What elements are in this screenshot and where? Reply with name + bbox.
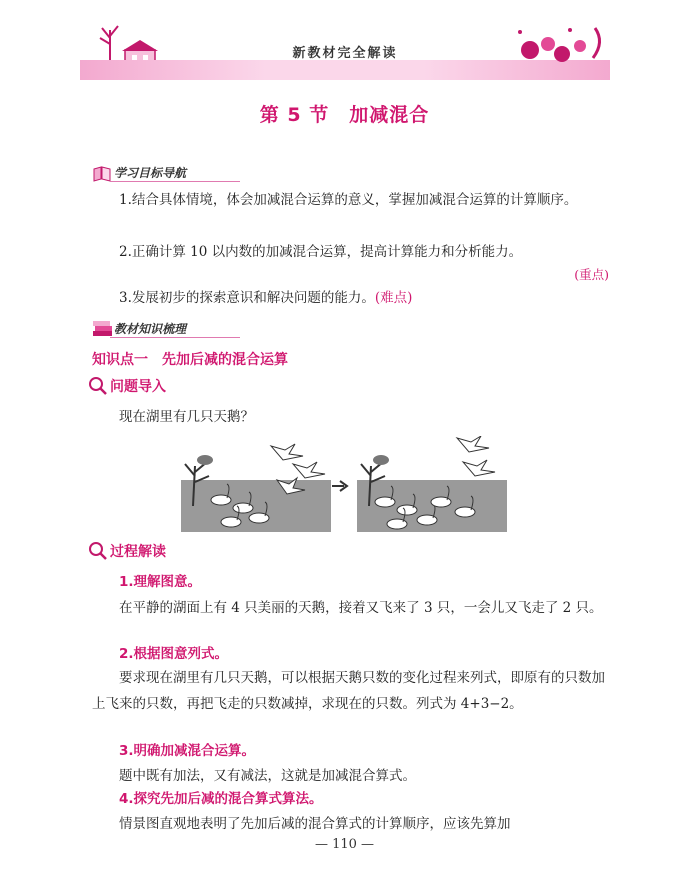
intro-title: 问题导入 [110, 379, 166, 395]
books-stack-icon [92, 320, 114, 338]
lake-before [181, 480, 331, 532]
flowers-decoration [500, 20, 610, 78]
goal-item-3-text: 3.发展初步的探索意识和解决问题的能力。 [119, 290, 375, 306]
knowledge-banner-underline [110, 337, 240, 338]
step-4-title: 4.探究先加后减的混合算式算法。 [119, 791, 323, 807]
page-number: — 110 — [314, 837, 375, 852]
goal-item-3 [92, 285, 607, 311]
goal-item-3-note: (难点) [374, 290, 413, 306]
step-4-text: 情景图直观地表明了先加后减的混合算式的计算顺序，应该先算加 [119, 816, 511, 832]
step-1-text: 在平静的湖面上有 4 只美丽的天鹅，接着又飞来了 3 只，一会儿又飞走了 2 只。 [119, 600, 603, 616]
flying-swans-after [457, 436, 495, 476]
knowledge-banner-label: 教材知识梳理 [114, 322, 187, 336]
goal-item-2-note: (重点) [574, 267, 609, 282]
step-2-title: 2.根据图意列式。 [119, 646, 229, 662]
knowledge-banner [92, 318, 252, 342]
header-title: 新教材完全解读 [292, 46, 398, 61]
knowledge-point-1-title: 知识点一 先加后减的混合运算 [92, 352, 288, 368]
step-1-title: 1.理解图意。 [119, 574, 202, 590]
goals-banner-underline [110, 181, 240, 182]
goals-banner-label: 学习目标导航 [114, 166, 187, 180]
step-3-text: 题中既有加法，又有减法，这就是加减混合算式。 [119, 768, 416, 784]
goals-banner [92, 162, 252, 186]
intro-question: 现在湖里有几只天鹅？ [119, 409, 254, 425]
step-2-text: 要求现在湖里有几只天鹅，可以根据天鹅只数的变化过程来列式，即原有的只数加上飞来的只数，再把飞走的只数减掉，求现在的只数。列式为 4+3−2。 [92, 670, 605, 712]
arrow-icon [332, 480, 352, 492]
magnifier-icon [88, 541, 108, 561]
page-header [80, 20, 610, 78]
step-3-title: 3.明确加减混合运算。 [119, 743, 256, 759]
section-title: 第 5 节 加减混合 [259, 104, 430, 126]
process-title: 过程解读 [110, 544, 166, 560]
magnifier-icon [88, 376, 108, 396]
swan-scene-after [357, 436, 507, 532]
swan-scene-before [181, 436, 331, 532]
goal-item-1: 1.结合具体情境，体会加减混合运算的意义，掌握加减混合运算的计算顺序。 [119, 192, 578, 208]
goal-item-2: 2.正确计算 10 以内数的加减混合运算，提高计算能力和分析能力。 [119, 244, 523, 260]
book-icon [92, 164, 112, 182]
